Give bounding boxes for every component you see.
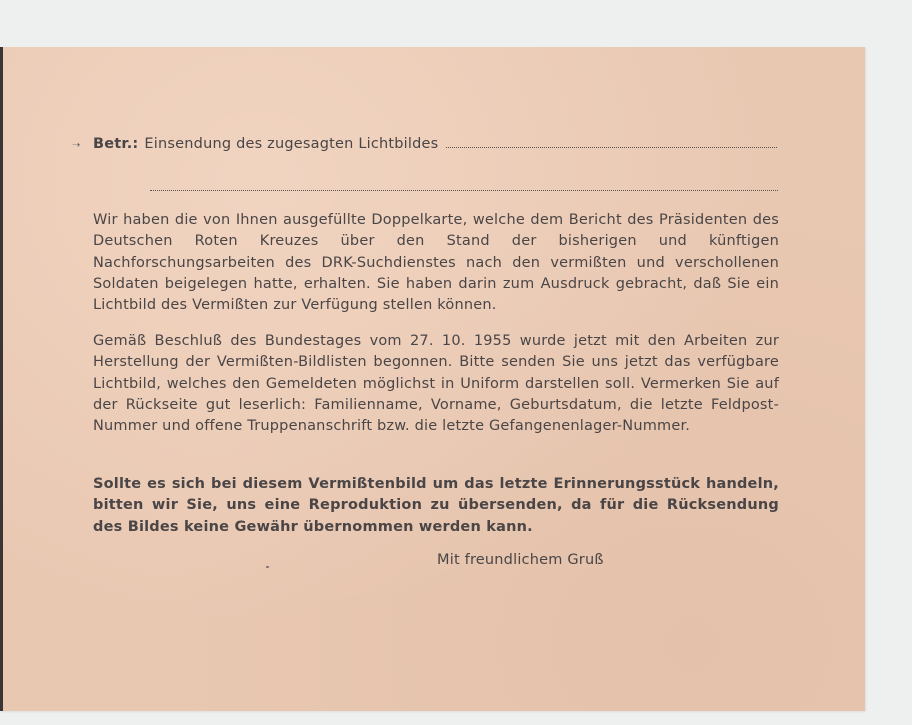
closing-greeting: Mit freundlichem Gruß <box>437 552 604 568</box>
arrow-mark-icon: ➝ <box>72 140 81 151</box>
subject-text: Einsendung des zugesagten Lichtbildes <box>144 136 439 152</box>
paragraph-intro: Wir haben die von Ihnen ausgefüllte Doppelkarte, welche dem Bericht des Präsidenten des Deutschen Roten Kreuzes über den Stand der bisherigen und künftigen Nachforschungsarbeiten des DRK-Suchdienstes nach den vermißten und verschollenen Soldaten beigelegen hatte, erhalten. Sie haben darin zum Ausdruck gebracht, daß Sie ein Lichtbild des Vermißten zur Verfügung stellen können. <box>93 212 779 314</box>
subject-fill-line-2 <box>150 180 778 191</box>
subject-label: Betr.: <box>93 136 139 152</box>
paper-speck <box>266 566 269 568</box>
paragraph-notice: Sollte es sich bei diesem Vermißtenbild um das letzte Erinnerungsstück handeln, bitten wir Sie, uns eine Reproduktion zu übersenden, da für die Rücksendung des Bildes keine Gewähr übernommen werden kann. <box>93 476 779 535</box>
subject-line <box>93 136 777 158</box>
page-edge <box>0 47 3 711</box>
paragraph-request: Gemäß Beschluß des Bundestages vom 27. 10. 1955 wurde jetzt mit den Arbeiten zur Herstellung der Vermißten-Bildlisten begonnen. Bitte senden Sie uns jetzt das verfügbare Lichtbild, welches den Gemeldeten möglichst in Uniform darstellen soll. Vermerken Sie auf der Rückseite gut leserlich: Familienname, Vorname, Geburtsdatum, die letzte Feldpost-Nummer und offene Truppenanschrift bzw. die letzte Gefangenenlager-Nummer. <box>93 333 779 435</box>
subject-fill-line <box>446 137 777 148</box>
